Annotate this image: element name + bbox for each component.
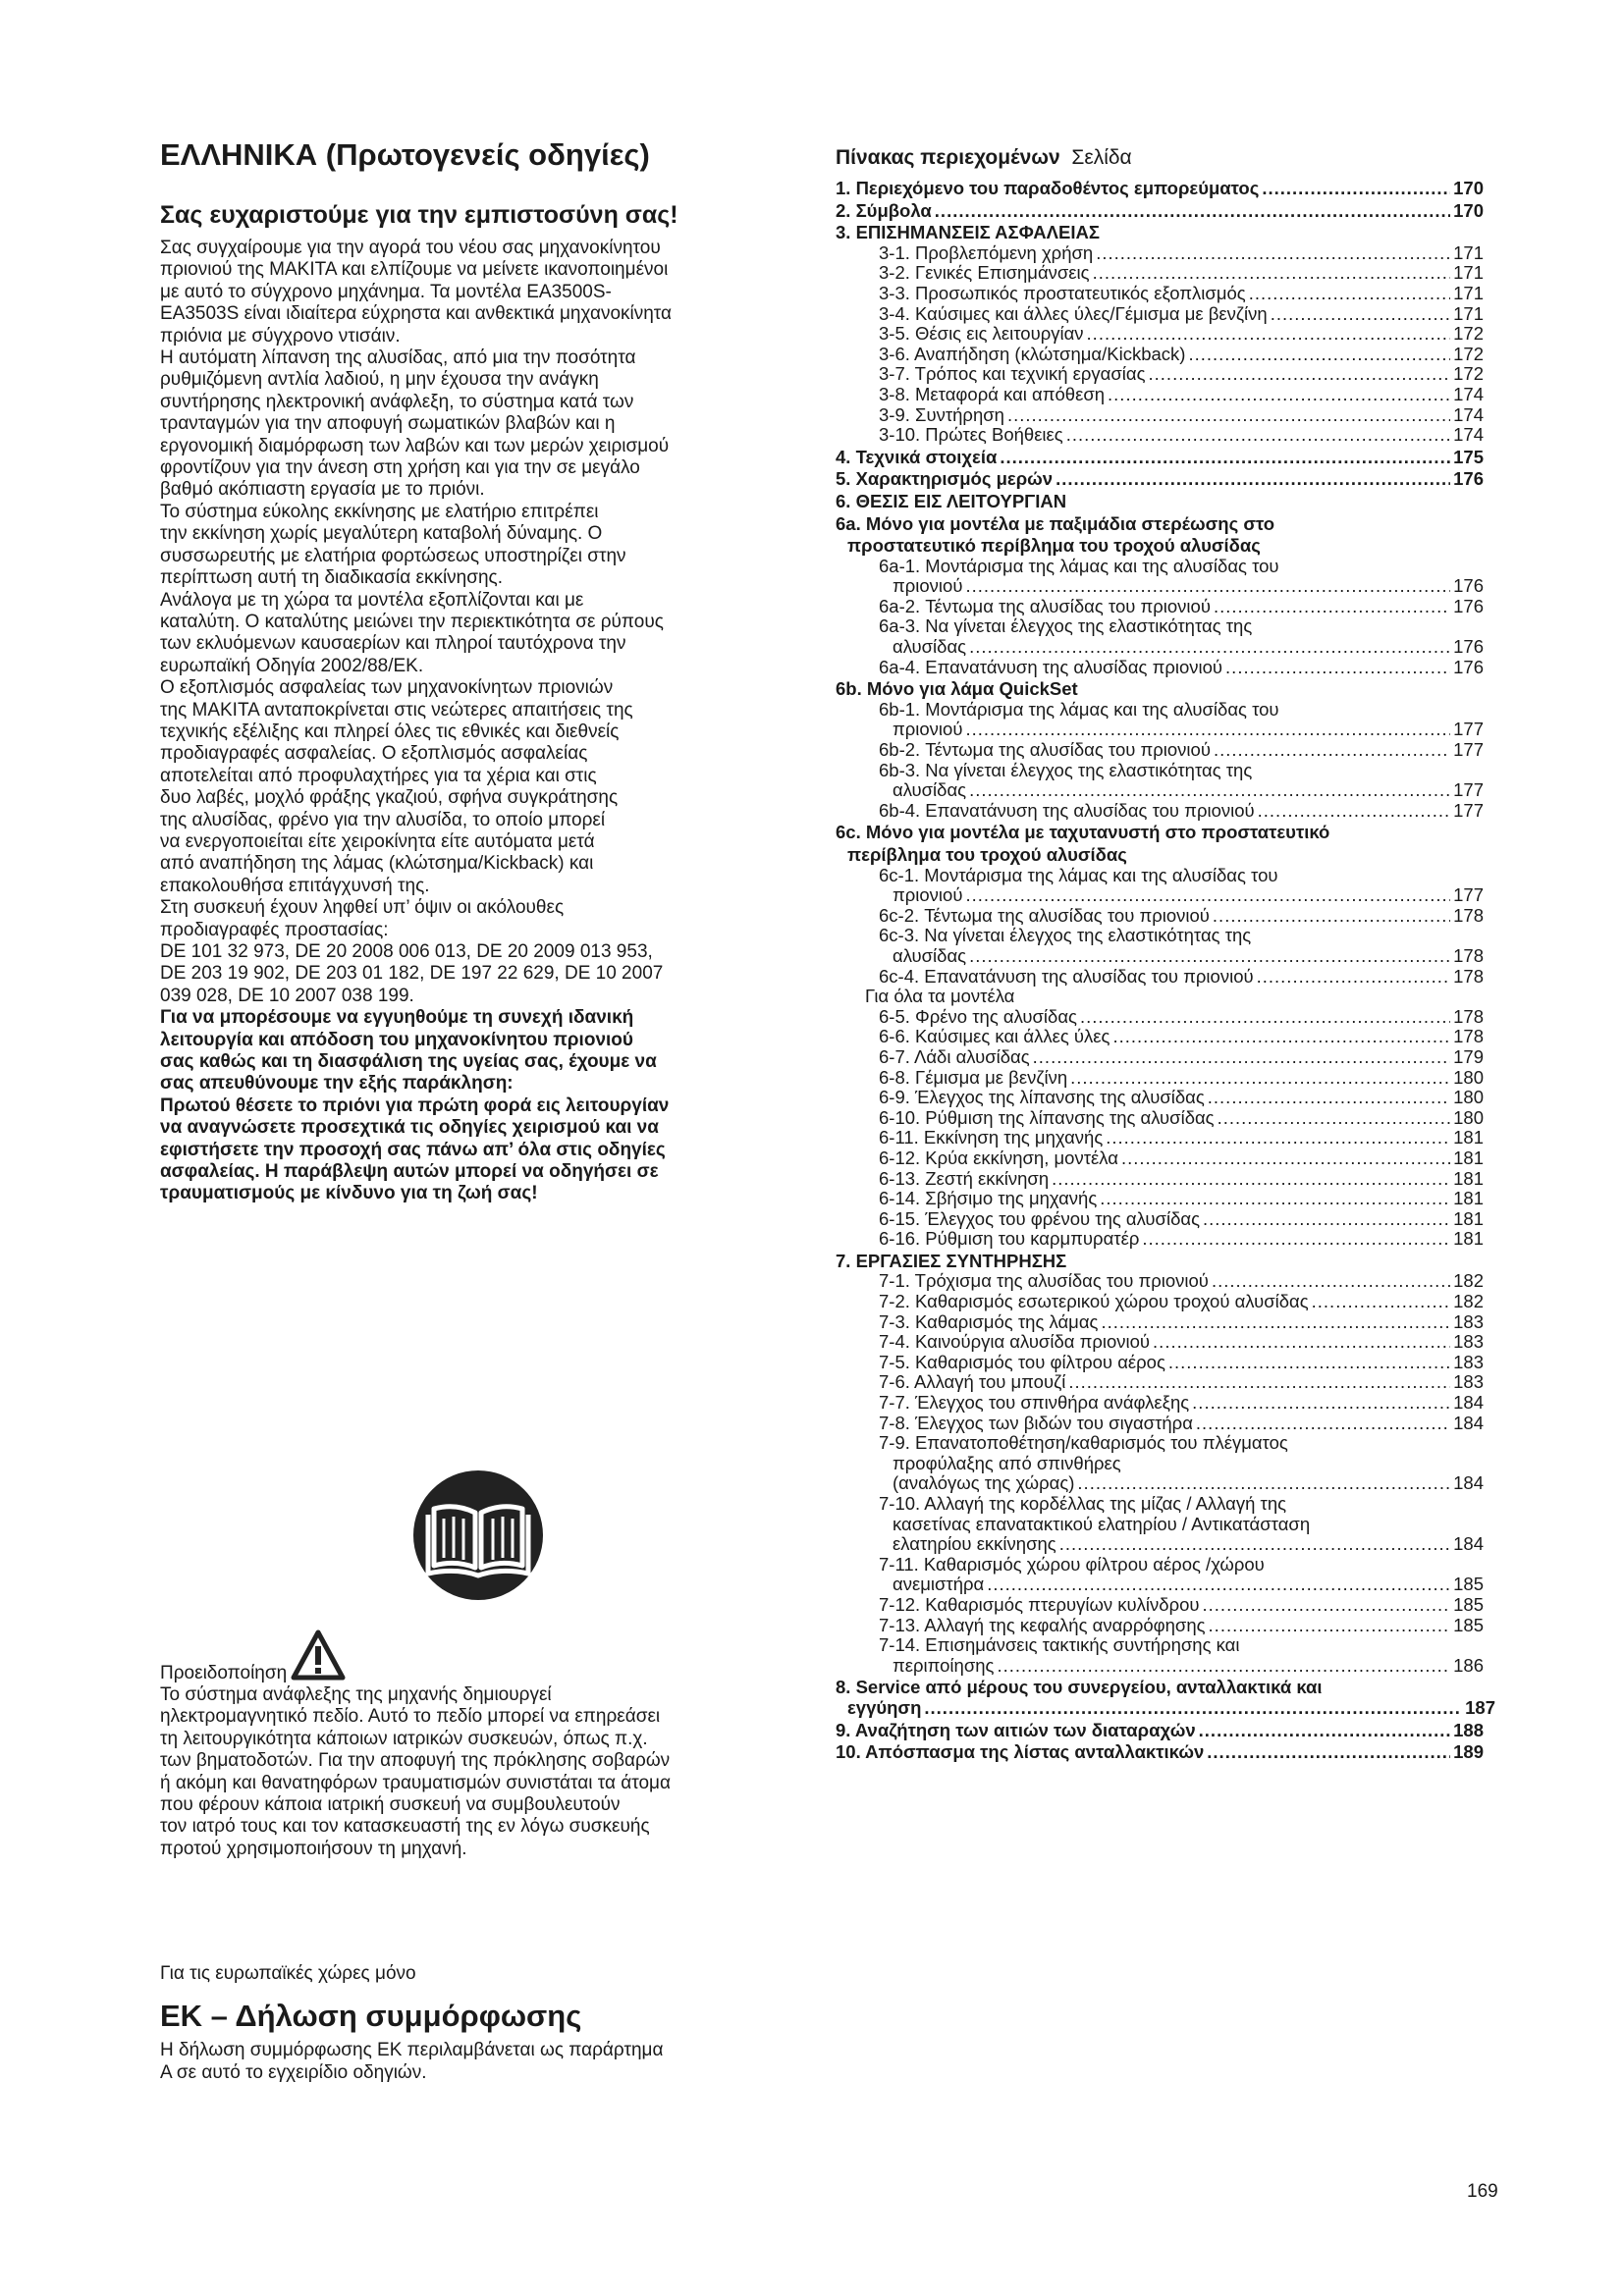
read-manual-icon [412,1469,544,1601]
toc-entry-label: 6-7. Λάδι αλυσίδας [879,1045,1030,1067]
toc-entry-label: 4. Τεχνικά στοιχεία [836,446,998,467]
toc-entry-label: 7-7. Έλεγχος του σπινθήρα ανάφλεξης [879,1392,1190,1414]
toc-entry-page: 177 [1453,884,1484,906]
toc-leader-dots [1271,304,1450,325]
toc-leader-dots [1059,1534,1450,1555]
toc-entry-label: 6a-1. Μοντάρισμα της λάμας και της αλυσίδας του [879,555,1279,576]
warning-triangle-icon [291,1629,346,1681]
toc-entry-label: 6a-3. Να γίνεται έλεγχος της ελαστικότητας της [879,615,1253,637]
ek-text: Η δήλωση συμμόρφωσης ΕΚ περιλαμβάνεται ως παράρτημα A σε αυτό το εγχειρίδιο οδηγιών. [160,2040,664,2083]
toc-entry [836,1007,1484,1028]
toc-entry-label: 7-8. Έλεγχος των βιδών του σιγαστήρα [879,1412,1193,1433]
toc-entry-label: αλυσίδας [893,636,967,658]
toc-leader-dots [969,637,1450,658]
toc-leader-dots [1106,1128,1450,1148]
toc-entry-label: 7-11. Καθαρισμός χώρου φίλτρου αέρος /χώρου [879,1553,1265,1575]
toc-entry-page: 183 [1453,1351,1484,1372]
toc-entry-label: 3-6. Αναπήδηση (κλώτσημα/Kickback) [879,343,1186,364]
toc-entry-label: 6a-4. Επανατάνυση της αλυσίδας πριονιού [879,656,1223,677]
toc-entry-label: 7-6. Αλλαγή του μπουζί [879,1371,1066,1393]
toc-leader-dots [1203,1595,1451,1616]
toc-entry [836,385,1484,405]
toc-entry [836,967,1484,988]
toc-entry-page: 181 [1453,1207,1484,1229]
toc-entry [836,1372,1484,1393]
toc-entry-label: αλυσίδας [893,779,967,801]
toc-entry [836,1189,1484,1209]
toc-leader-dots [935,201,1450,222]
toc-entry [836,637,1484,658]
toc-leader-dots [1112,1027,1450,1047]
toc-entry [836,1292,1484,1312]
safety-request-text: Για να μπορέσουμε να εγγυηθούμε τη συνεχή ιδανική λειτουργία και απόδοση του μηχανοκίνητου πριονιού σας καθώς και τη διασφάλιση της υγείας σας, έχουμε να σας απευθύνουμε την εξής παράκληση: Πρωτού θέσετε το πριόνι για πρώτη φορά εις λειτουργίαν να αναγνώσετε προσεχτικά τις οδηγίες χειρισμού και να εφιστήσετε την προσοχή σας πάνω απ’ όλα στις οδηγίες ασφαλείας. Η παράβλεψη αυτών μπορεί να οδηγήσει σε τραυματισμούς με κίνδυνο για τη ζωή σας! [160,1007,670,1204]
toc-entry [836,740,1484,761]
toc-entry-page: 184 [1453,1472,1484,1494]
toc-leader-dots [1077,1473,1450,1494]
toc-leader-dots [1056,469,1450,490]
toc-entry-label: 7-2. Καθαρισμός εσωτερικού χώρου τροχού αλυσίδας [879,1291,1309,1312]
toc-leader-dots [1262,179,1450,199]
toc-leader-dots [1052,1169,1450,1190]
toc-entry [836,761,1484,781]
toc-entry-label: 3-3. Προσωπικός προστατευτικός εξοπλισμός [879,282,1246,303]
toc-entry-label: 7-3. Καθαρισμός της λάμας [879,1310,1099,1332]
toc-entry-label: 6c-2. Τέντωμα της αλυσίδας του πριονιού [879,904,1210,926]
toc-entry [836,469,1484,490]
toc-entry [836,1229,1484,1250]
toc-entry [836,1169,1484,1190]
toc-entry-label: 6b. Μόνο για λάμα QuickSet [836,678,1078,700]
toc-entry [836,1698,1495,1719]
toc-entry-label: πριονιού [893,575,963,597]
toc-entry [836,557,1484,577]
toc-entry [836,987,1470,1007]
toc-entry [836,1616,1484,1636]
toc-entry [836,845,1495,866]
toc-entry-label: Για όλα τα μοντέλα [865,986,1015,1007]
toc-entry-page: 171 [1453,262,1484,284]
toc-entry-label: 6-13. Ζεστή εκκίνηση [879,1167,1050,1189]
toc-leader-dots [1080,1007,1450,1028]
toc-entry [836,866,1484,886]
toc-entry [836,1108,1484,1129]
toc-entry-label: 3-2. Γενικές Επισημάνσεις [879,262,1090,284]
toc-entry-page: 174 [1453,403,1484,425]
toc-entry [836,243,1484,264]
toc-entry-page: 178 [1453,944,1484,966]
toc-leader-dots [1121,1148,1450,1169]
toc-entry [836,1088,1484,1108]
toc-leader-dots [1213,906,1450,927]
toc-entry [836,946,1484,967]
warning-label: Προειδοποίηση [160,1662,288,1683]
toc-entry-label: 7. ΕΡΓΑΣΙΕΣ ΣΥΝΤΗΡΗΣΗΣ [836,1250,1067,1271]
toc-entry-label: 3-10. Πρώτες Βοήθειες [879,424,1063,446]
toc-leader-dots [1192,1393,1450,1414]
toc-entry-label: 6b-1. Μοντάρισμα της λάμας και της αλυσίδας του [879,698,1279,720]
toc-entry [836,1414,1484,1434]
toc-entry [836,1494,1484,1515]
toc-leader-dots [965,885,1450,906]
toc-entry [836,1473,1484,1494]
toc-entry-page: 183 [1453,1310,1484,1332]
toc-entry [836,1555,1484,1575]
toc-entry-page: 185 [1453,1614,1484,1635]
toc-entry [836,679,1484,700]
toc-entry-label: 7-4. Καινούργια αλυσίδα πριονιού [879,1331,1151,1353]
toc-entry-page: 181 [1453,1147,1484,1168]
toc-entry [836,514,1484,535]
toc-entry-label: 6-5. Φρένο της αλυσίδας [879,1005,1077,1027]
toc-entry-label: 6a. Μόνο για μοντέλα με παξιμάδια στερέωσης στο [836,512,1275,534]
toc-entry-label: 6a-2. Τέντωμα της αλυσίδας του πριονιού [879,595,1211,616]
table-of-contents [836,145,1495,1763]
toc-entry-label: 6-15. Έλεγχος του φρένου της αλυσίδας [879,1207,1200,1229]
toc-entry-page: 177 [1453,779,1484,801]
toc-entry [836,1575,1484,1595]
toc-entry-page: 179 [1453,1045,1484,1067]
eu-countries-label: Για τις ευρωπαϊκές χώρες μόνο [160,1963,416,1984]
toc-entry-page: 178 [1453,1005,1484,1027]
toc-entry [836,1027,1484,1047]
toc-entry-label: 6b-3. Να γίνεται έλεγχος της ελαστικότητας της [879,759,1253,780]
toc-entry [836,201,1484,222]
toc-leader-dots [1196,1414,1450,1434]
toc-entry-label: 7-9. Επανατοποθέτηση/καθαρισμός του πλέγματος [879,1432,1288,1454]
toc-entry [836,576,1484,597]
toc-entry-page: 176 [1453,595,1484,616]
toc-entry [836,1312,1484,1333]
toc-entry-label: ανεμιστήρα [893,1574,985,1595]
toc-leader-dots [1258,801,1450,822]
toc-leader-dots [965,576,1450,597]
toc-entry [836,324,1484,345]
toc-entry [836,1353,1484,1373]
toc-leader-dots [1153,1332,1450,1353]
toc-entry-label: 6-9. Έλεγχος της λίπανσης της αλυσίδας [879,1087,1205,1108]
toc-entry-page: 176 [1453,468,1484,490]
toc-entry-label: εγγύηση [847,1696,922,1718]
toc-leader-dots [1249,284,1450,304]
toc-entry-label: πριονιού [893,719,963,740]
toc-leader-dots [1203,1209,1450,1230]
toc-entry-label: 3-5. Θέσις εις λειτουργίαν [879,323,1084,345]
toc-leader-dots [1199,1721,1450,1741]
toc-entry-page: 175 [1453,446,1484,467]
toc-leader-dots [1101,1312,1450,1333]
toc-leader-dots [1096,243,1450,264]
toc-entry-label: 2. Σύμβολα [836,199,932,221]
toc-entry-page: 176 [1453,656,1484,677]
toc-entry [836,1678,1484,1698]
toc-entry-page: 177 [1453,719,1484,740]
toc-leader-dots [1007,405,1450,426]
toc-entry-label: πριονιού [893,884,963,906]
toc-entry-page: 188 [1453,1719,1484,1740]
toc-entry-page: 172 [1453,363,1484,385]
toc-entry-page: 186 [1453,1654,1484,1676]
toc-entry-label: 3-9. Συντήρηση [879,403,1004,425]
toc-entry-label: 10. Απόσπασμα της λίστας ανταλλακτικών [836,1741,1205,1763]
toc-entry [836,1742,1484,1763]
toc-leader-dots [1070,1068,1450,1089]
toc-entry-page: 178 [1453,1026,1484,1047]
toc-entry-label: αλυσίδας [893,944,967,966]
toc-leader-dots [1214,740,1450,761]
toc-leader-dots [1212,1271,1450,1292]
toc-leader-dots [965,720,1450,740]
toc-entry [836,1515,1484,1535]
toc-entry [836,1595,1484,1616]
toc-entry-label: 6-12. Κρύα εκκίνηση, μοντέλα [879,1147,1118,1168]
toc-entry-label: 6-14. Σβήσιμο της μηχανής [879,1188,1098,1209]
toc-leader-dots [997,1656,1450,1677]
toc-entry [836,720,1484,740]
toc-leader-dots [1000,448,1450,468]
toc-leader-dots [1209,1616,1451,1636]
eu-section [160,1963,828,2084]
toc-entry-label: 7-13. Αλλαγή της κεφαλής αναρρόφησης [879,1614,1206,1635]
toc-leader-dots [1312,1292,1450,1312]
toc-title [836,145,1484,171]
toc-entry-label: 3. ΕΠΙΣΗΜΑΝΣΕΙΣ ΑΣΦΑΛΕΙΑΣ [836,222,1100,243]
toc-leader-dots [1087,324,1451,345]
toc-entry-page: 184 [1453,1392,1484,1414]
toc-entry-page: 171 [1453,241,1484,263]
toc-entry-label: 6b-2. Τέντωμα της αλυσίδας του πριονιού [879,739,1211,761]
toc-leader-dots [1214,597,1450,617]
left-column [160,137,808,1205]
toc-entry-label: 6c-4. Επανατάνυση της αλυσίδας του πριονιού [879,965,1254,987]
toc-entry-page: 180 [1453,1066,1484,1088]
toc-entry-label: 6c-1. Μοντάρισμα της λάμας και της αλυσίδας του [879,864,1278,885]
toc-entry-page: 182 [1453,1291,1484,1312]
toc-entry-page: 178 [1453,965,1484,987]
toc-entry [836,1534,1484,1555]
toc-leader-dots [1218,1108,1451,1129]
toc-entry-page: 171 [1453,282,1484,303]
toc-entry-label: 1. Περιεχόμενο του παραδοθέντος εμπορεύματος [836,178,1260,198]
toc-entry [836,780,1484,801]
toc-entry [836,284,1484,304]
toc-page-label: Σελίδα [1071,146,1132,169]
toc-entry [836,405,1484,426]
toc-entry-label: προστατευτικό περίβλημα του τροχού αλυσίδας [847,535,1261,557]
toc-entry [836,1332,1484,1353]
toc-entry-page: 172 [1453,323,1484,345]
toc-entry-label: 3-1. Προβλεπόμενη χρήση [879,241,1094,263]
toc-entry [836,616,1484,637]
page-number: 169 [1467,2181,1498,2202]
toc-entry-page: 174 [1453,424,1484,446]
warning-section [160,1629,828,1860]
toc-leader-dots [1093,263,1451,284]
toc-entry [836,885,1484,906]
toc-entry-label: 8. Service από μέρους του συνεργείου, ανταλλακτικά και [836,1677,1323,1698]
toc-entry-label: 6b-4. Επανατάνυση της αλυσίδας του πριονιού [879,799,1255,821]
toc-entry [836,179,1484,199]
toc-entry-label: 3-8. Μεταφορά και απόθεση [879,383,1106,404]
toc-entry [836,263,1484,284]
toc-entry-page: 178 [1453,904,1484,926]
toc-entry-label: προφύλαξης από σπινθήρες [893,1452,1121,1473]
toc-entry-page: 181 [1453,1188,1484,1209]
toc-entry-page: 181 [1453,1167,1484,1189]
toc-entry-label: 9. Αναζήτηση των αιτιών των διαταραχών [836,1719,1196,1740]
toc-entry-page: 177 [1453,739,1484,761]
toc-entry [836,304,1484,325]
toc-entry-page: 184 [1453,1412,1484,1433]
toc-entry-page: 184 [1453,1533,1484,1555]
toc-entry [836,926,1484,946]
thanks-heading: Σας ευχαριστούμε για την εμπιστοσύνη σας! [160,201,678,229]
toc-leader-dots [1066,425,1450,446]
toc-entry-label: περίβλημα του τροχού αλυσίδας [847,844,1127,865]
toc-entry-label: κασετίνας επανατακτικού ελατηρίου / Αντικατάσταση [893,1513,1311,1534]
toc-leader-dots [1142,1229,1450,1250]
toc-entry-page: 170 [1453,199,1484,221]
toc-leader-dots [1168,1353,1450,1373]
toc-entry-page: 185 [1453,1574,1484,1595]
toc-entry-page: 180 [1453,1087,1484,1108]
toc-leader-dots [1257,967,1451,988]
toc-entry [836,1047,1484,1068]
toc-leader-dots [924,1698,1462,1719]
toc-entry [836,801,1484,822]
toc-entry-label: 7-5. Καθαρισμός του φίλτρου αέρος [879,1351,1165,1372]
toc-entry [836,823,1484,843]
toc-entry-label: 5. Χαρακτηρισμός μερών [836,468,1054,490]
toc-entry-label: 7-1. Τρόχισμα της αλυσίδας του πριονιού [879,1270,1209,1292]
toc-leader-dots [1100,1189,1450,1209]
toc-entry-label: 7-10. Αλλαγή της κορδέλλας της μίζας / Αλλαγή της [879,1493,1287,1514]
toc-leader-dots [1149,364,1451,385]
toc-entry-label: περιποίησης [893,1654,995,1676]
toc-entry [836,1721,1484,1741]
toc-entry [836,1656,1484,1677]
toc-entry-page: 176 [1453,636,1484,658]
toc-leader-dots [987,1575,1450,1595]
toc-entry-label: 6c-3. Να γίνεται έλεγχος της ελαστικότητας της [879,925,1252,946]
toc-entry-page: 181 [1453,1228,1484,1250]
toc-entry [836,492,1484,512]
toc-entry-page: 176 [1453,575,1484,597]
toc-entry [836,1068,1484,1089]
toc-entry [836,1271,1484,1292]
toc-entry [836,1252,1484,1272]
toc-leader-dots [1188,345,1450,365]
toc-entry-label: 6-10. Ρύθμιση της λίπανσης της αλυσίδας [879,1106,1215,1128]
toc-leader-dots [1108,385,1450,405]
toc-entry-page: 183 [1453,1371,1484,1393]
toc-entry [836,1454,1484,1474]
toc-entry-label: 6-6. Καύσιμες και άλλες ύλες [879,1026,1110,1047]
toc-entry [836,1393,1484,1414]
toc-entry [836,658,1484,678]
toc-entry-page: 183 [1453,1331,1484,1353]
warning-text: Το σύστημα ανάφλεξης της μηχανής δημιουργεί ηλεκτρομαγνητικό πεδίο. Αυτό το πεδίο μπορεί να επηρεάσει τη λειτουργικότητα κάποιων ιατρικών συσκευών, όπως π.χ. των βηματοδοτών. Για την αποφυγή της πρόκλησης σοβαρών ή ακόμη και θανατηφόρων τραυματισμών συνιστάται τα άτομα που φέρουν κάποια ιατρική συσκευή να συμβουλευτούν τον ιατρό τους και τον κατασκευαστή της εν λόγω συσκευής προτού χρησιμοποιήσουν τη μηχανή. [160,1684,671,1859]
toc-entry [836,1148,1484,1169]
toc-entry [836,597,1484,617]
toc-entry-page: 172 [1453,343,1484,364]
toc-entry-label: ελατηρίου εκκίνησης [893,1533,1056,1555]
toc-leader-dots [1208,1088,1450,1108]
toc-entry [836,1635,1484,1656]
toc-entry [836,1128,1484,1148]
toc-entry-label: 6-8. Γέμισμα με βενζίνη [879,1066,1068,1088]
toc-entry [836,364,1484,385]
toc-entry-page: 181 [1453,1127,1484,1148]
toc-entry [836,700,1484,721]
toc-entry-page: 177 [1453,799,1484,821]
toc-entry-label: 6c. Μόνο για μοντέλα με ταχυτανυστή στο προστατευτικό [836,822,1330,843]
toc-entry-label: 3-4. Καύσιμες και άλλες ύλες/Γέμισμα με βενζίνη [879,302,1268,324]
toc-heading: Πίνακας περιεχομένων [836,146,1060,169]
toc-leader-dots [969,946,1450,967]
toc-entry-page: 185 [1453,1593,1484,1615]
toc-entry-page: 182 [1453,1270,1484,1292]
toc-entry-label: 3-7. Τρόπος και τεχνική εργασίας [879,363,1146,385]
toc-entry [836,448,1484,468]
toc-entry-label: 6. ΘΕΣΙΣ ΕΙΣ ΛΕΙΤΟΥΡΓΙΑΝ [836,490,1067,511]
page-title: ΕΛΛΗΝΙΚΑ (Πρωτογενείς οδηγίες) [160,137,650,172]
toc-entry-page: 187 [1465,1696,1495,1718]
toc-entry [836,906,1484,927]
toc-leader-dots [1033,1047,1450,1068]
toc-leader-dots [1068,1372,1450,1393]
toc-entry-page: 170 [1453,178,1484,198]
intro-text: Σας συγχαίρουμε για την αγορά του νέου σας μηχανοκίνητου πριονιού της ΜΑΚΙΤΑ και ελπίζουμε να μείνετε ικανοποιημένοι με αυτό το σύγχρονο μηχάνημα. Τα μοντέλα EA3500S- EA3503S είναι ιδιαίτερα εύχρηστα και ανθεκτικά μηχανοκίνητα πριόνια με σύγχρονο ντισάιν. Η αυτόματη λίπανση της αλυσίδας, από μια την ποσότητα ρυθμιζόμενη αντλία λαδιού, η μην έχουσα την ανάγκη συντήρησης ηλεκτρονική ανάφλεξη, το σύστημα κατά των τρανταγμών για την αποφυγή σωματικών βλαβών και η εργονομική διαμόρφωση των λαβών και των μερών χειρισμού φροντίζουν για την άνεση στη χρήση και για την σε μεγάλο βαθμό ακόπιαστη εργασία με το πριόνι. Το σύστημα εύκολης εκκίνησης με ελατήριο επιτρέπει την εκκίνηση χωρίς μεγαλύτερη καταβολή δύναμης. Ο συσσωρευτής με ελατήρια φορτώσεως υποστηρίζει στην περίπτωση αυτή τη διαδικασία εκκίνησης. Ανάλογα με τη χώρα τα μοντέλα εξοπλίζονται και με καταλύτη. Ο καταλύτης μειώνει την περιεκτικότητα σε ρύπους των εκλυόμενων καυσαερίων και πληροί ταυτόχρονα την ευρωπαϊκή Οδηγία 2002/88/ΕΚ. Ο εξοπλισμός ασφαλείας των μηχανοκίνητων πριονιών της ΜΑΚΙΤΑ ανταποκρίνεται στις νεώτερες απαιτήσεις της τεχνικής εξέλιξης και πληρεί όλες τις εθνικές και διεθνείς προδιαγραφές ασφαλείας. Ο εξοπλισμός ασφαλείας αποτελείται από προφυλαχτήρες για τα χέρια και στις δυο λαβές, μοχλό φράξης γκαζιού, σφήνα συγκράτησης της αλυσίδας, φρένο για την αλυσίδα, το οποίο μπορεί να ενεργοποιείται είτε χειροκίνητα είτε αυτόματα μετά από αναπήδηση της λάμας (κλώτσημα/Kickback) και επακολουθήσα επιτάγχυνσή της. Στη συσκευή έχουν ληφθεί υπ’ όψιν οι ακόλουθες προδιαγραφές προστασίας: DE 101 32 973, DE 20 2008 006 013, DE 20 2009 013 953, DE 203 19 902, DE 203 01 182, DE 197 22 629, DE 10 2007 039 028, DE 10 2007 038 199. [160,238,673,1006]
toc-entry-label: 6-11. Εκκίνηση της μηχανής [879,1127,1104,1148]
toc-entry-label: 6-16. Ρύθμιση του καρμπυρατέρ [879,1228,1140,1250]
toc-entry-page: 180 [1453,1106,1484,1128]
toc-entry-label: (αναλόγως της χώρας) [893,1472,1075,1494]
toc-entry-page: 189 [1453,1741,1484,1763]
toc-entry-page: 171 [1453,302,1484,324]
toc-leader-dots [1207,1742,1450,1763]
toc-leader-dots [969,780,1450,801]
toc-leader-dots [1225,658,1450,678]
toc-entry [836,1433,1484,1454]
toc-entry-label: 7-12. Καθαρισμός πτερυγίων κυλίνδρου [879,1593,1200,1615]
ek-heading: ΕΚ – Δήλωση συμμόρφωσης [160,1999,582,2034]
toc-entry [836,1209,1484,1230]
toc-entry [836,223,1484,243]
toc-list [836,178,1495,1763]
toc-entry [836,536,1495,557]
toc-entry [836,345,1484,365]
toc-entry [836,425,1484,446]
toc-entry-label: 7-14. Επισημάνσεις τακτικής συντήρησης και [879,1634,1240,1656]
toc-entry-page: 174 [1453,383,1484,404]
